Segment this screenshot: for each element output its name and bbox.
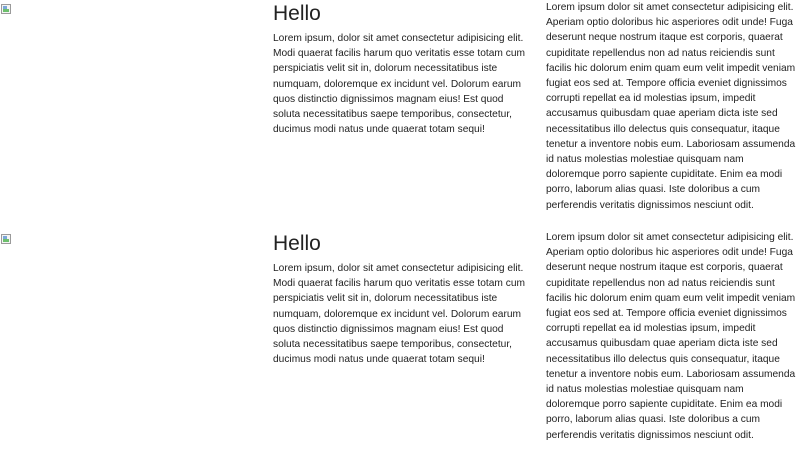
intro-paragraph-1: Lorem ipsum, dolor sit amet consectetur adipisicing elit. Modi quaerat facilis harum quo veritatis esse totam cum perspiciatis velit sit in, dolorum necessitatibus iste numquam, doloremque ex incidunt vel. Dolorum earum quos distinctio dignissimos magnam eius! Est quod soluta necessitatibus saepe temporibus, consectetur, ducimus modi natus unde quaerat totam sequi! bbox=[273, 33, 525, 136]
image-placeholder-1 bbox=[0, 0, 260, 200]
long-paragraph-1: Lorem ipsum dolor sit amet consectetur adipisicing elit. Aperiam optio doloribus hic asperiores odit unde! Fuga deserunt neque nostrum itaque est corporis, quaerat cupiditate repellendus non ad natus reiciendis sunt facilis hic dolorum enim quam eum velit impedit veniam fugiat eos sed at. Tempore officia eveniet dignissimos corrupti repellat ea id molestias ipsum, impedit accusamus quibusdam quae aperiam dicta iste sed necessitatibus illo delectus quis consequatur, itaque tenetur a inventore nobis eum. Laboriosam assumenda id natus molestias molestiae quisquam nam doloremque porro sapiente cupiditate. Enim ea modi porro, laborum alias quasi. Iste doloribus a cum perferendis veritatis dignissimos nesciunt odit. bbox=[546, 2, 796, 211]
side-column-1 bbox=[546, 0, 800, 213]
content-row-2 bbox=[0, 230, 800, 455]
section-heading-1: Hello bbox=[273, 2, 321, 25]
side-column-2 bbox=[546, 230, 800, 443]
intro-paragraph-2: Lorem ipsum, dolor sit amet consectetur adipisicing elit. Modi quaerat facilis harum quo veritatis esse totam cum perspiciatis velit sit in, dolorum necessitatibus iste numquam, doloremque ex incidunt vel. Dolorum earum quos distinctio dignissimos magnam eius! Est quod soluta necessitatibus saepe temporibus, consectetur, ducimus modi natus unde quaerat totam sequi! bbox=[273, 263, 525, 366]
content-row-1 bbox=[0, 0, 800, 225]
broken-image-icon bbox=[1, 234, 11, 244]
text-column-1 bbox=[273, 0, 528, 137]
long-paragraph-2: Lorem ipsum dolor sit amet consectetur adipisicing elit. Aperiam optio doloribus hic asperiores odit unde! Fuga deserunt neque nostrum itaque est corporis, quaerat cupiditate repellendus non ad natus reiciendis sunt facilis hic dolorum enim quam eum velit impedit veniam fugiat eos sed at. Tempore officia eveniet dignissimos corrupti repellat ea id molestias ipsum, impedit accusamus quibusdam quae aperiam dicta iste sed necessitatibus illo delectus quis consequatur, itaque tenetur a inventore nobis eum. Laboriosam assumenda id natus molestias molestiae quisquam nam doloremque porro sapiente cupiditate. Enim ea modi porro, laborum alias quasi. Iste doloribus a cum perferendis veritatis dignissimos nesciunt odit. bbox=[546, 232, 796, 441]
section-heading-2: Hello bbox=[273, 232, 321, 255]
image-placeholder-2 bbox=[0, 230, 260, 430]
text-column-2 bbox=[273, 230, 528, 367]
broken-image-icon bbox=[1, 4, 11, 14]
